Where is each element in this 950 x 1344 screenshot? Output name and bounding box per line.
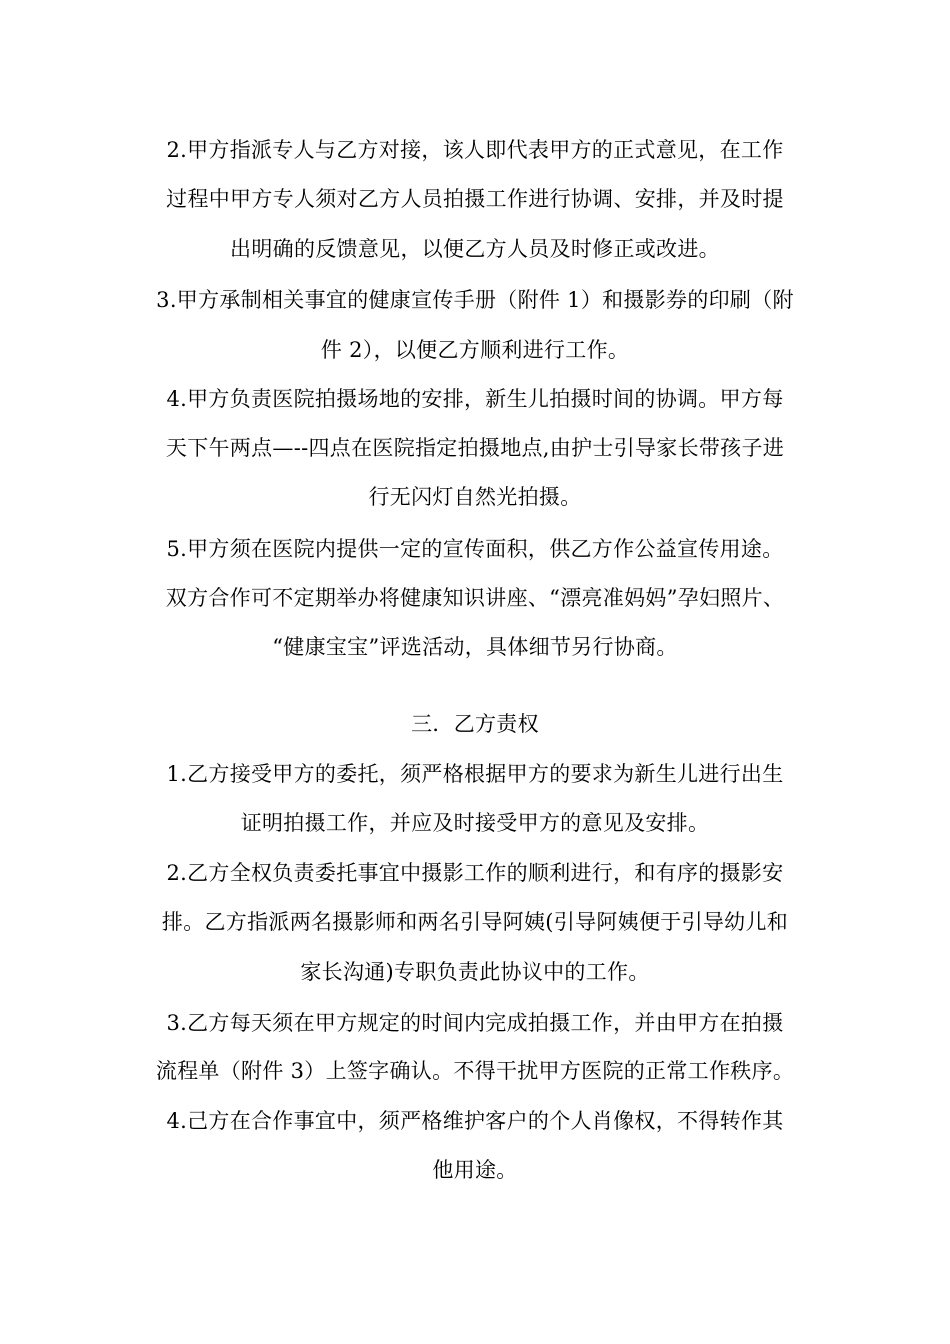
text-line: 天下午两点—--四点在医院指定拍摄地点,由护士引导家长带孩子进 [165, 436, 785, 460]
text-line: 行无闪灯自然光拍摄。 [368, 485, 582, 509]
text-line: 3.乙方每天须在甲方规定的时间内完成拍摄工作，并由甲方在拍摄 [166, 1011, 784, 1035]
text-line: 4.己方在合作事宜中，须严格维护客户的个人肖像权，不得转作其 [166, 1109, 784, 1133]
section-heading: 三．乙方责权 [411, 712, 539, 736]
text-line: 4.甲方负责医院拍摄场地的安排，新生儿拍摄时间的协调。甲方每 [166, 387, 784, 411]
text-line: 5.甲方须在医院内提供一定的宣传面积，供乙方作公益宣传用途。 [166, 537, 784, 561]
text-line: 证明拍摄工作，并应及时接受甲方的意见及安排。 [240, 811, 710, 835]
text-line: 家长沟通)专职负责此协议中的工作。 [300, 960, 650, 984]
text-line: “健康宝宝”评选活动，具体细节另行协商。 [272, 635, 678, 659]
text-line: 流程单（附件 3）上签字确认。不得干扰甲方医院的正常工作秩序。 [155, 1059, 795, 1083]
text-line: 1.乙方接受甲方的委托，须严格根据甲方的要求为新生儿进行出生 [166, 762, 784, 786]
text-line: 2.乙方全权负责委托事宜中摄影工作的顺利进行，和有序的摄影安 [166, 861, 784, 885]
text-line: 排。乙方指派两名摄影师和两名引导阿姨(引导阿姨便于引导幼儿和 [161, 910, 789, 934]
text-line: 过程中甲方专人须对乙方人员拍摄工作进行协调、安排，并及时提 [166, 187, 784, 211]
text-line: 件 2），以便乙方顺利进行工作。 [320, 338, 630, 362]
text-line: 3.甲方承制相关事宜的健康宣传手册（附件 1）和摄影券的印刷（附 [156, 288, 794, 312]
text-line: 2.甲方指派专人与乙方对接，该人即代表甲方的正式意见，在工作 [166, 138, 784, 162]
text-line: 双方合作可不定期举办将健康知识讲座、“漂亮准妈妈”孕妇照片、 [165, 586, 785, 610]
text-line: 出明确的反馈意见，以便乙方人员及时修正或改进。 [230, 237, 720, 261]
text-line: 他用途。 [432, 1158, 518, 1182]
